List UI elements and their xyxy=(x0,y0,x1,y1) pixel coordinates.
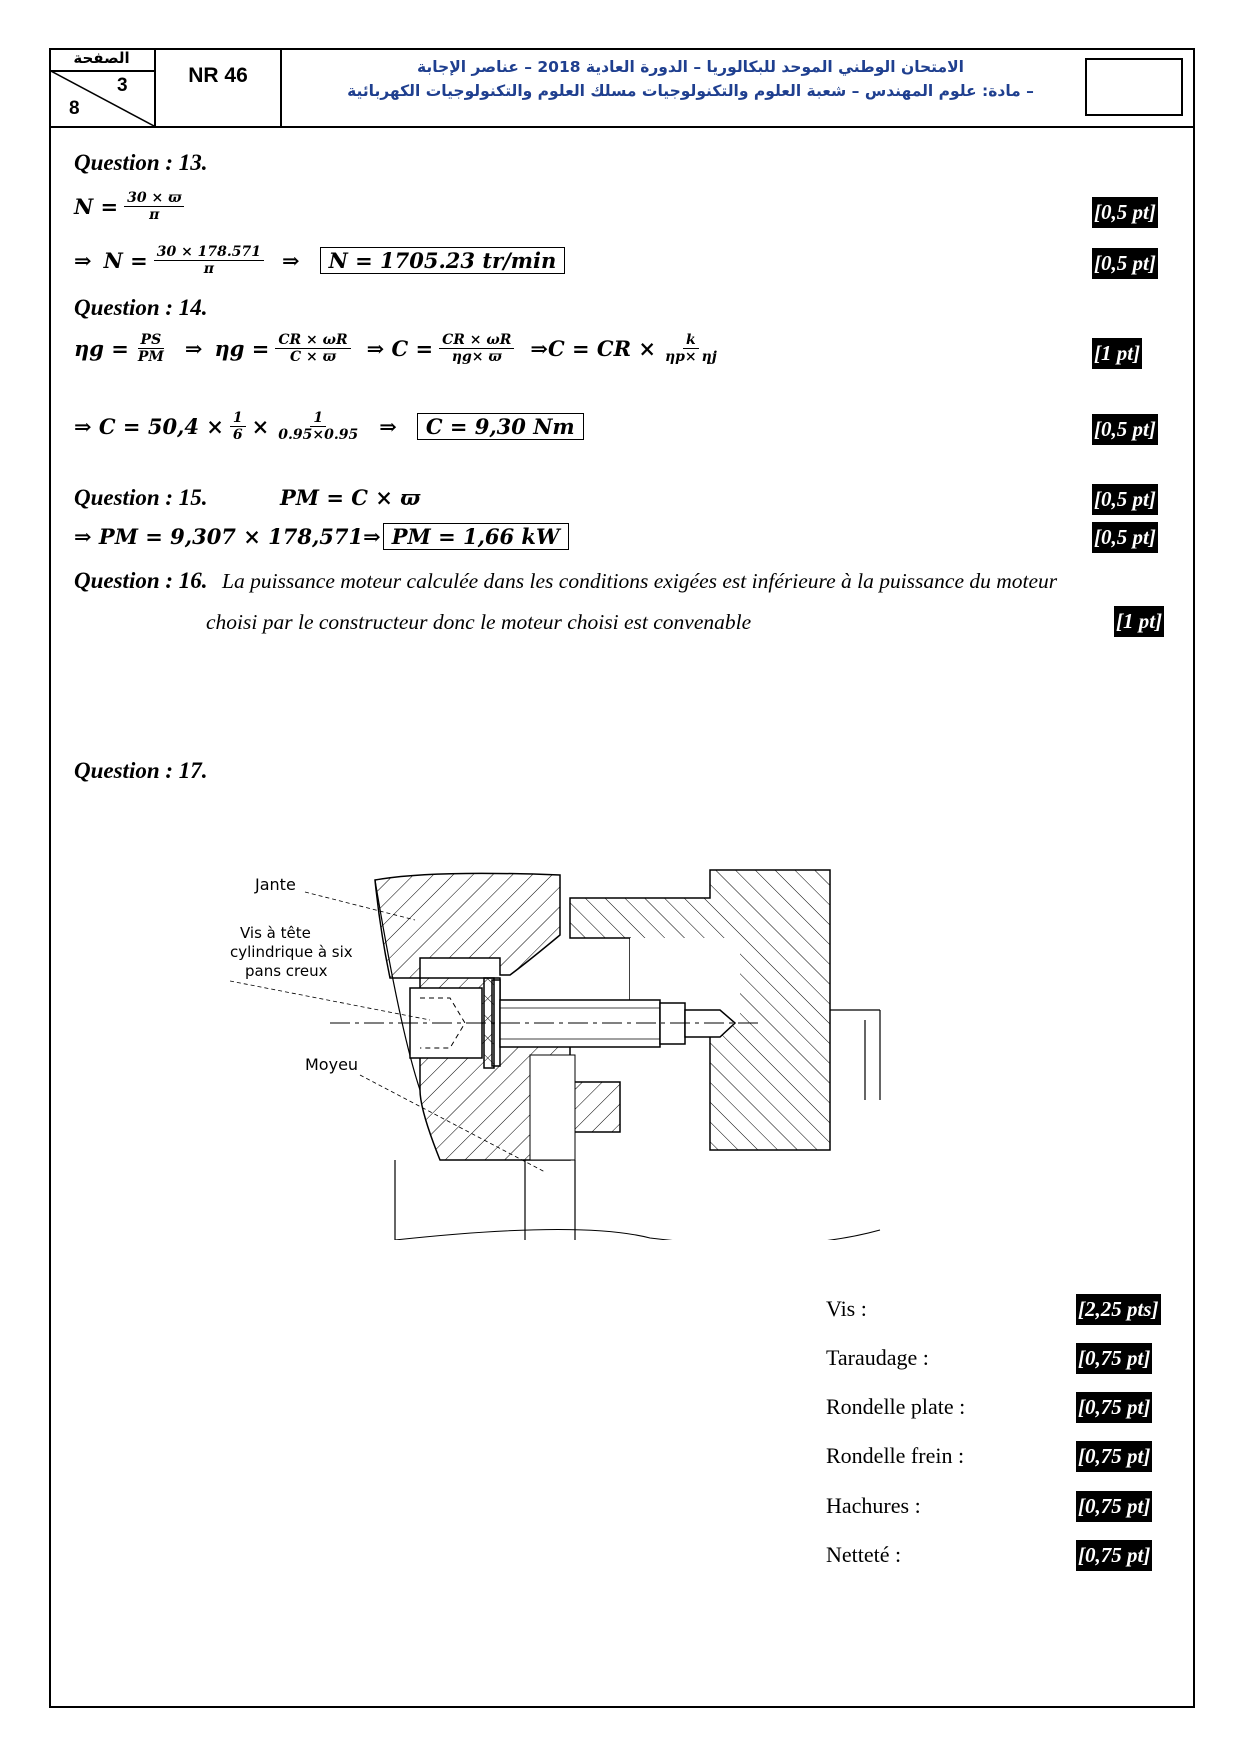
q14-e-times: × xyxy=(251,414,270,439)
title-line-1: الامتحان الوطني الموحد للبكالوريا – الدورة العادية 2018 – عناصر الإجابة xyxy=(417,58,964,76)
q13-eq2-lhs: N = xyxy=(103,248,148,273)
q14-e-num1: 1 xyxy=(230,410,246,427)
q14-points-2: [0,5 pt] xyxy=(1092,414,1158,445)
q14-e-lhs: ⇒ C = 50,4 × xyxy=(74,414,224,439)
grading-pts-rondelle-frein: [0,75 pt] xyxy=(1076,1441,1152,1472)
q13-eq2-den: π xyxy=(203,261,214,277)
grading-label-rondelle-plate: Rondelle plate : xyxy=(826,1394,966,1419)
q14-e-den1: 6 xyxy=(232,427,243,443)
q16-answer-line-1: La puissance moteur calculée dans les conditions exigées est inférieure à la puissance du moteur xyxy=(222,569,1058,593)
question-15-title: Question : 15. xyxy=(74,485,208,510)
q13-points-2: [0,5 pt] xyxy=(1092,248,1158,279)
exam-code: NR 46 xyxy=(156,48,282,126)
grading-pts-nettete: [0,75 pt] xyxy=(1076,1540,1152,1571)
q14-c-fraction xyxy=(439,332,514,365)
question-17-title: Question : 17. xyxy=(74,758,208,783)
q14-d-den: ηp× ηj xyxy=(664,349,717,365)
label-moyeu: Moyeu xyxy=(305,1055,359,1074)
bore-slot xyxy=(530,1055,575,1160)
page-label: الصفحة xyxy=(49,48,154,72)
grading-label-vis: Vis : xyxy=(826,1296,867,1321)
grade-box xyxy=(1085,58,1183,116)
q13-eq1-lhs: N = xyxy=(74,194,119,219)
q14-a-lhs: ηg = xyxy=(74,336,129,361)
q14-a-num: PS xyxy=(138,332,165,349)
title-line-2: – مادة: علوم المهندس – شعبة العلوم والتكنولوجيات مسلك العلوم والتكنولوجيات الكهربائية xyxy=(347,82,1034,100)
grading-label-taraudage: Taraudage : xyxy=(826,1345,929,1370)
q14-arrow: ⇒ xyxy=(184,336,203,361)
q14-b-fraction xyxy=(275,332,350,365)
page-current: 3 xyxy=(117,75,128,96)
grading-label-rondelle-frein: Rondelle frein : xyxy=(826,1443,965,1468)
q15-eq2-text: ⇒ PM = 9,307 × 178,571⇒ xyxy=(74,524,381,549)
q14-b-den: C × ϖ xyxy=(290,349,336,365)
q14-a-den: PM xyxy=(137,349,164,365)
q13-eq2-num: 30 × 178.571 xyxy=(154,244,264,261)
label-vis-2: cylindrique à six xyxy=(230,943,353,961)
q14-b-num: CR × ωR xyxy=(275,332,350,349)
q13-points-1: [0,5 pt] xyxy=(1092,197,1158,228)
assembly-drawing xyxy=(230,860,1000,1240)
page-number-cell xyxy=(49,48,156,126)
q14-equation-1 xyxy=(74,332,726,365)
question-13-title: Question : 13. xyxy=(74,150,208,175)
q14-e-fraction-2 xyxy=(275,410,361,443)
q14-a-fraction xyxy=(135,332,167,365)
exam-title xyxy=(282,48,1099,126)
q14-e-num2: 1 xyxy=(310,410,326,427)
question-14-title: Question : 14. xyxy=(74,295,208,320)
page-diagonal xyxy=(49,70,154,126)
q14-b-lhs: ηg = xyxy=(214,336,270,361)
q15-points-2: [0,5 pt] xyxy=(1092,522,1158,553)
q14-result: C = 9,30 Nm xyxy=(417,413,584,440)
q15-result: PM = 1,66 kW xyxy=(383,523,569,550)
q15-equation-2 xyxy=(74,523,569,550)
label-vis-1: Vis à tête xyxy=(240,924,311,942)
q16-answer-line-2: choisi par le constructeur donc le moteur choisi est convenable xyxy=(206,610,752,634)
q14-d-fraction xyxy=(662,332,720,365)
q14-c-num: CR × ωR xyxy=(439,332,514,349)
q13-eq1-den: π xyxy=(149,207,160,223)
q15-points-1: [0,5 pt] xyxy=(1092,484,1158,515)
label-jante: Jante xyxy=(255,875,296,894)
q13-equation-1 xyxy=(74,190,190,223)
q13-eq1-num: 30 × ϖ xyxy=(124,190,184,207)
exam-header xyxy=(49,48,1195,128)
grading-label-nettete: Netteté : xyxy=(826,1542,902,1567)
q13-eq1-fraction xyxy=(124,190,184,223)
grading-pts-hachures: [0,75 pt] xyxy=(1076,1491,1152,1522)
q14-e-fraction-1 xyxy=(230,410,246,443)
q15-equation-1: PM = C × ϖ xyxy=(280,485,421,510)
q14-c-den: ηg× ϖ xyxy=(451,349,502,365)
grading-pts-rondelle-plate: [0,75 pt] xyxy=(1076,1392,1152,1423)
q14-e-arrow: ⇒ xyxy=(379,414,397,439)
q14-e-den2: 0.95×0.95 xyxy=(278,427,359,443)
jante-part xyxy=(375,873,560,978)
page-total: 8 xyxy=(69,98,80,119)
q13-eq2-arrow2: ⇒ xyxy=(282,248,300,273)
q13-eq2-fraction xyxy=(154,244,264,277)
question-16-title: Question : 16. xyxy=(74,568,208,593)
q14-points-1: [1 pt] xyxy=(1092,338,1142,369)
q14-d-lhs: ⇒C = CR × xyxy=(530,336,656,361)
q14-d-num: k xyxy=(683,332,699,349)
q14-equation-2 xyxy=(74,410,584,443)
q13-eq2-arrow: ⇒ xyxy=(74,248,92,273)
grading-label-hachures: Hachures : xyxy=(826,1493,921,1518)
label-vis-3: pans creux xyxy=(245,962,328,980)
q14-c-lhs: ⇒ C = xyxy=(366,336,434,361)
q16-points: [1 pt] xyxy=(1114,606,1164,637)
grading-pts-vis: [2,25 pts] xyxy=(1076,1294,1161,1325)
q13-equation-2 xyxy=(74,244,565,277)
grading-pts-taraudage: [0,75 pt] xyxy=(1076,1343,1152,1374)
q13-result: N = 1705.23 tr/min xyxy=(320,247,566,274)
